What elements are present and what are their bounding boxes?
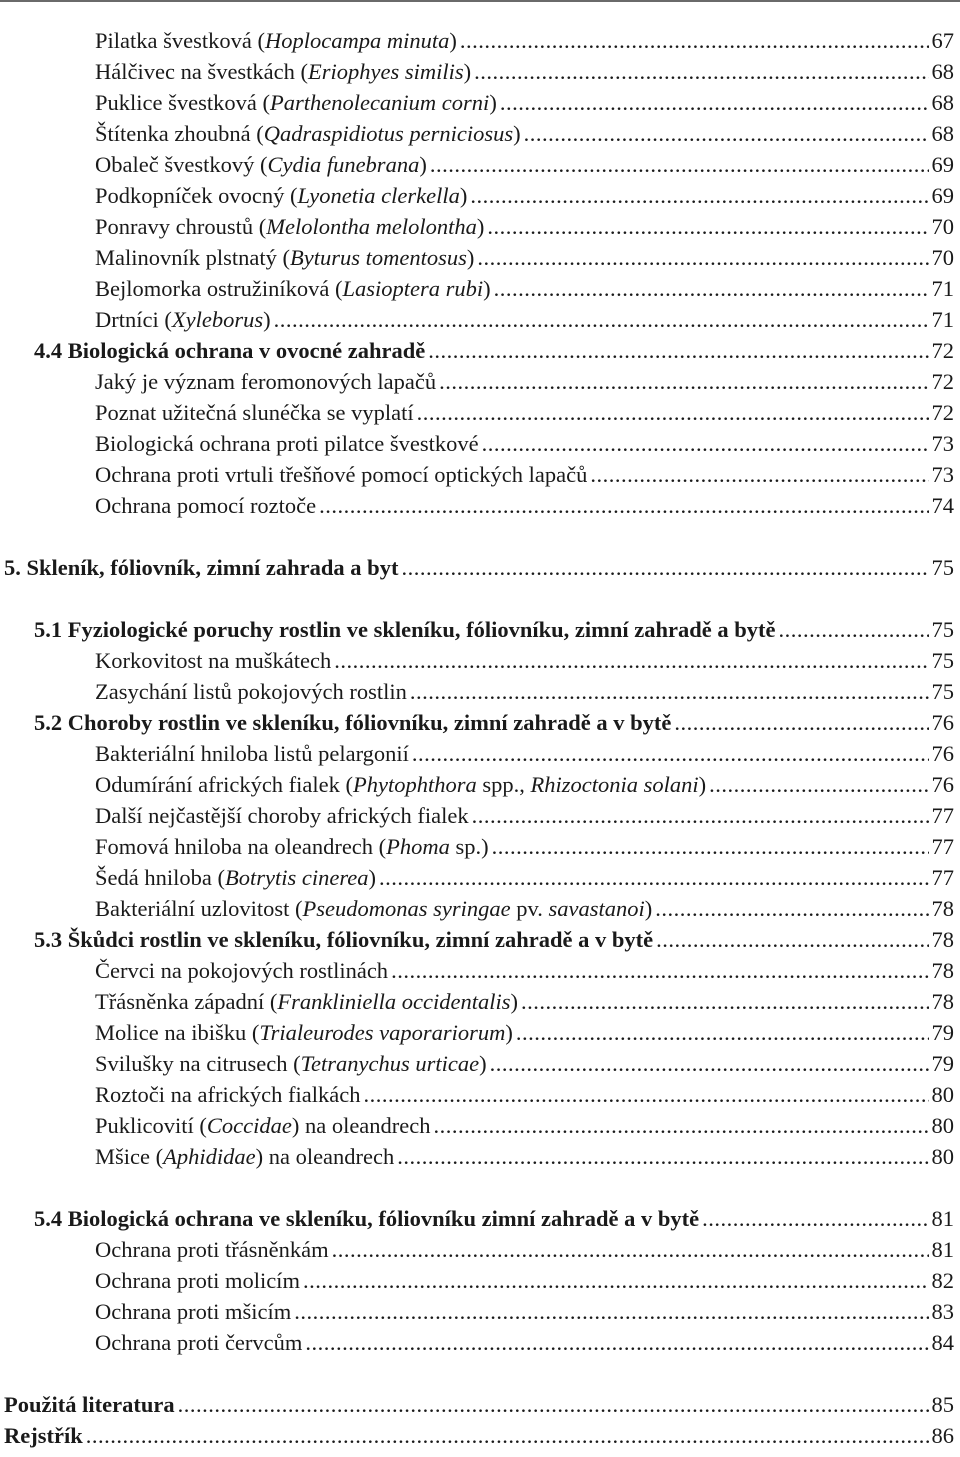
toc-entry-title (95, 1110, 431, 1141)
toc-entry[interactable] (95, 1048, 954, 1079)
dot-leader (521, 986, 929, 1017)
toc-entry-title (95, 1234, 329, 1265)
toc-entry[interactable] (34, 924, 954, 955)
toc-entry-page-number: 77 (931, 803, 954, 828)
toc-entry-page-number: 68 (931, 121, 954, 146)
toc-entry[interactable] (95, 366, 954, 397)
dot-leader (590, 459, 928, 490)
toc-entry-page-number: 76 (931, 772, 954, 797)
toc-entry[interactable] (95, 25, 954, 56)
toc-entry-title (95, 769, 706, 800)
dot-leader (86, 1420, 929, 1451)
toc-entry-text: ) (505, 1020, 513, 1045)
toc-entry-title (95, 25, 457, 56)
toc-entry-text: Červci na pokojových rostlinách (95, 958, 389, 983)
dot-leader (494, 273, 929, 304)
toc-entry-title (95, 304, 271, 335)
toc-entry-title (95, 1048, 487, 1079)
toc-entry-text: Puklicovití ( (95, 1113, 207, 1138)
toc-entry[interactable] (95, 1141, 954, 1172)
toc-entry-title (95, 180, 467, 211)
toc-entry-title (95, 800, 469, 831)
toc-entry[interactable] (95, 986, 954, 1017)
toc-entry-text: ) (463, 59, 472, 84)
toc-entry-page-number: 69 (931, 152, 954, 177)
toc-entry-text: Ochrana proti vrtuli třešňové pomocí optických lapačů (95, 462, 588, 487)
toc-entry-latin-name: Xyleborus (171, 307, 264, 332)
toc-entry-page-number: 74 (931, 493, 954, 518)
toc-entry-page-number: 78 (931, 958, 954, 983)
toc-entry-title (95, 149, 427, 180)
toc-entry-text: Zasychání listů pokojových rostlin (95, 679, 407, 704)
toc-entry-page-number: 67 (931, 28, 954, 53)
toc-entry-title (95, 862, 376, 893)
toc-entry[interactable] (95, 1265, 954, 1296)
toc-entry-latin-name: Tetranychus urticae (300, 1051, 480, 1076)
toc-entry-page-number: 85 (931, 1392, 954, 1417)
toc-entry-text: ) (513, 121, 521, 146)
toc-entry-page-number: 80 (931, 1113, 954, 1138)
toc-entry-page-number: 76 (931, 710, 954, 735)
toc-entry-text: Poznat užitečná slunéčka se vyplatí (95, 400, 414, 425)
dot-leader (477, 242, 928, 273)
toc-entry-page-number: 77 (931, 865, 954, 890)
toc-entry-page-number: 76 (931, 741, 954, 766)
toc-entry-title (95, 56, 471, 87)
toc-entry-text: ) (644, 896, 653, 921)
toc-entry[interactable] (34, 335, 954, 366)
toc-entry[interactable] (95, 862, 954, 893)
toc-entry-text: ) (476, 214, 485, 239)
toc-entry[interactable] (95, 645, 954, 676)
toc-entry-latin-name: Coccidae (206, 1113, 292, 1138)
toc-entry-latin-name: Phoma (386, 834, 450, 859)
toc-entry-text: Třásněnka západní ( (95, 989, 278, 1014)
toc-entry[interactable] (95, 738, 954, 769)
toc-entry[interactable] (95, 676, 954, 707)
dot-leader (709, 769, 928, 800)
toc-entry-title (95, 118, 521, 149)
dot-leader (492, 831, 929, 862)
toc-entry[interactable] (95, 273, 954, 304)
dot-leader (334, 645, 928, 676)
toc-entry-title (95, 366, 436, 397)
toc-entry-page-number: 72 (931, 369, 954, 394)
toc-entry-title (95, 87, 497, 118)
toc-entry-text: Roztoči na afrických fialkách (95, 1082, 361, 1107)
toc-entry-latin-name: Qadraspidiotus perniciosus (263, 121, 514, 146)
toc-entry[interactable] (95, 87, 954, 118)
toc-entry-page-number: 81 (931, 1237, 954, 1262)
toc-entry-text: Obaleč švestkový ( (95, 152, 268, 177)
toc-entry-page-number: 81 (931, 1206, 954, 1231)
toc-entry-title (4, 552, 398, 583)
toc-entry-page-number: 68 (931, 90, 954, 115)
toc-entry-title (95, 397, 414, 428)
toc-entry-page-number: 68 (931, 59, 954, 84)
toc-entry-page-number: 73 (931, 462, 954, 487)
toc-entry[interactable] (95, 118, 954, 149)
toc-entry-text: 5.1 Fyziologické poruchy rostlin ve skleníku, fóliovníku, zimní zahradě a bytě (34, 617, 776, 642)
toc-entry-text: 5.4 Biologická ochrana ve skleníku, fóliovníku zimní zahradě a v bytě (34, 1206, 700, 1231)
toc-entry-title (34, 924, 653, 955)
toc-entry-latin-name: Trialeurodes vaporariorum (259, 1020, 506, 1045)
toc-entry-page-number: 72 (931, 400, 954, 425)
toc-entry-title (95, 1017, 513, 1048)
toc-entry[interactable] (95, 490, 954, 521)
toc-entry[interactable] (95, 1327, 954, 1358)
toc-entry-title (4, 1389, 175, 1420)
toc-entry-text: Podkopníček ovocný ( (95, 183, 298, 208)
toc-entry[interactable] (95, 1017, 954, 1048)
toc-entry-title (95, 831, 489, 862)
toc-entry-page-number: 78 (931, 989, 954, 1014)
toc-entry-text: Svilušky na citrusech ( (95, 1051, 301, 1076)
toc-entry[interactable] (95, 428, 954, 459)
toc-entry-title (95, 676, 407, 707)
dot-leader (656, 924, 928, 955)
toc-entry-text: Mšice ( (95, 1144, 164, 1169)
toc-entry-latin-name: Aphididae (163, 1144, 256, 1169)
dot-leader (470, 180, 928, 211)
toc-entry-text: ) na oleandrech (291, 1113, 431, 1138)
toc-entry-text: Puklice švestková ( (95, 90, 270, 115)
dot-leader (379, 862, 929, 893)
toc-entry-page-number: 71 (931, 276, 954, 301)
toc-entry-text: Jaký je význam feromonových lapačů (95, 369, 437, 394)
dot-leader (428, 335, 928, 366)
toc-entry-page-number: 71 (931, 307, 954, 332)
toc-entry-text: 4.4 Biologická ochrana v ovocné zahradě (34, 338, 426, 363)
top-rule (0, 0, 960, 2)
toc-entry-text: Ochrana pomocí roztoče (95, 493, 317, 518)
toc-entry-text: 5.2 Choroby rostlin ve skleníku, fóliovníku, zimní zahradě a v bytě (34, 710, 672, 735)
toc-entry-latin-name: Botrytis cinerea (224, 865, 369, 890)
toc-entry-page-number: 78 (931, 927, 954, 952)
toc-entry-text: Molice na ibišku ( (95, 1020, 260, 1045)
toc-entry-title (95, 459, 587, 490)
toc-entry-title (34, 707, 671, 738)
dot-leader (401, 552, 928, 583)
toc-entry-text: Ponravy chroustů ( (95, 214, 267, 239)
toc-entry-title (95, 645, 331, 676)
dot-leader (524, 118, 929, 149)
toc-entry[interactable] (4, 1389, 954, 1420)
dot-leader (516, 1017, 929, 1048)
toc-entry-title (95, 986, 518, 1017)
toc-entry-text: Korkovitost na muškátech (95, 648, 332, 673)
dot-leader (702, 1203, 928, 1234)
dot-leader (500, 87, 929, 118)
toc-entry-text: Bakteriální uzlovitost ( (95, 896, 303, 921)
toc-entry-page-number: 79 (931, 1051, 954, 1076)
toc-entry-latin-name: Lyonetia clerkella (297, 183, 460, 208)
toc-entry-text: Bakteriální hniloba listů pelargonií (95, 741, 409, 766)
toc-entry[interactable] (95, 1234, 954, 1265)
toc-entry-text: Štítenka zhoubná ( (95, 121, 264, 146)
toc-entry-page-number: 80 (931, 1082, 954, 1107)
dot-leader (391, 955, 928, 986)
toc-entry-text: Bejlomorka ostružiníková ( (95, 276, 343, 301)
dot-leader (472, 800, 929, 831)
toc-entry[interactable] (95, 769, 954, 800)
dot-leader (417, 397, 929, 428)
toc-entry[interactable] (34, 614, 954, 645)
toc-entry-text: Ochrana proti červcům (95, 1330, 303, 1355)
toc-entry-title (95, 490, 316, 521)
dot-leader (434, 1110, 929, 1141)
toc-entry-text: ) (698, 772, 707, 797)
dot-leader (779, 614, 929, 645)
toc-entry-title (95, 738, 409, 769)
toc-entry-text: ) (489, 90, 497, 115)
dot-leader (397, 1141, 928, 1172)
toc-entry-text: Další nejčastější choroby afrických fialek (95, 803, 469, 828)
toc-entry-text: ) (263, 307, 271, 332)
dot-leader (674, 707, 928, 738)
toc-entry-latin-name: Byturus tomentosus (290, 245, 467, 270)
toc-entry-page-number: 78 (931, 896, 954, 921)
dot-leader (487, 211, 928, 242)
toc-entry-title (34, 614, 776, 645)
toc-entry-latin-name: Pseudomonas syringae (302, 896, 511, 921)
toc-entry-page-number: 70 (931, 245, 954, 270)
dot-leader (460, 25, 929, 56)
dot-leader (490, 1048, 929, 1079)
toc-entry-text: ) (449, 28, 457, 53)
toc-entry-text: ) (466, 245, 475, 270)
toc-entry-text: Ochrana proti mšicím (95, 1299, 292, 1324)
toc-entry-latin-name: savastanoi (548, 896, 645, 921)
toc-entry-title (95, 1265, 300, 1296)
toc-entry[interactable] (95, 242, 954, 273)
toc-entry[interactable] (95, 1296, 954, 1327)
toc-entry[interactable] (4, 552, 954, 583)
toc-entry-title (95, 211, 484, 242)
toc-entry-title (34, 335, 425, 366)
toc-entry[interactable] (95, 893, 954, 924)
dot-leader (319, 490, 928, 521)
toc-entry[interactable] (95, 211, 954, 242)
toc-entry-text: Malinovník plstnatý ( (95, 245, 290, 270)
dot-leader (178, 1389, 929, 1420)
toc-entry[interactable] (95, 1110, 954, 1141)
dot-leader (482, 428, 929, 459)
toc-entry-text: ) (459, 183, 468, 208)
toc-entry-text: ) (419, 152, 427, 177)
toc-entry-text: Rejstřík (4, 1423, 83, 1448)
toc-entry-page-number: 86 (931, 1423, 954, 1448)
toc-entry-page-number: 82 (931, 1268, 954, 1293)
toc-entry-title (95, 955, 388, 986)
toc-entry-latin-name: Frankliniella occidentalis (277, 989, 511, 1014)
toc-entry[interactable] (95, 955, 954, 986)
toc-entry-latin-name: Cydia funebrana (267, 152, 420, 177)
toc-entry-text: ) (483, 276, 491, 301)
toc-entry-title (34, 1203, 699, 1234)
toc-entry-page-number: 75 (931, 617, 954, 642)
toc-entry-text: Šedá hniloba ( (95, 865, 225, 890)
toc-entry-title (95, 1327, 302, 1358)
dot-leader (274, 304, 929, 335)
toc-entry-latin-name: Parthenolecanium corni (269, 90, 490, 115)
toc-entry-page-number: 75 (931, 555, 954, 580)
dot-leader (332, 1234, 929, 1265)
toc-entry-title (95, 273, 491, 304)
toc-entry-text: ) (368, 865, 376, 890)
toc-entry[interactable] (95, 304, 954, 335)
toc-entry[interactable] (95, 180, 954, 211)
dot-leader (430, 149, 929, 180)
toc-entry-page-number: 75 (931, 648, 954, 673)
toc-entry[interactable] (95, 800, 954, 831)
toc-entry-text: spp., (476, 772, 531, 797)
toc-entry-text: 5. Skleník, fóliovník, zimní zahrada a byt (4, 555, 399, 580)
toc-entry-latin-name: Eriophyes similis (308, 59, 464, 84)
dot-leader (305, 1327, 928, 1358)
toc-entry-text: Hálčivec na švestkách ( (95, 59, 309, 84)
toc-entry[interactable] (4, 1420, 954, 1451)
toc-entry[interactable] (95, 459, 954, 490)
toc-entry-text: Použitá literatura (4, 1392, 175, 1417)
toc-entry-page-number: 84 (931, 1330, 954, 1355)
toc-entry-text: ) na oleandrech (255, 1144, 395, 1169)
toc-entry-text: Drtníci ( (95, 307, 172, 332)
toc-entry[interactable] (95, 397, 954, 428)
toc-entry-title (95, 1141, 394, 1172)
toc-entry[interactable] (95, 1079, 954, 1110)
toc-entry[interactable] (34, 707, 954, 738)
dot-leader (474, 56, 928, 87)
toc-entry-text: Ochrana proti molicím (95, 1268, 300, 1293)
toc-entry-page-number: 75 (931, 679, 954, 704)
toc-entry-page-number: 77 (931, 834, 954, 859)
toc-entry-page-number: 79 (931, 1020, 954, 1045)
toc-entry-page-number: 83 (931, 1299, 954, 1324)
dot-leader (439, 366, 928, 397)
toc-entry-text: 5.3 Škůdci rostlin ve skleníku, fóliovníku, zimní zahradě a v bytě (34, 927, 654, 952)
toc-entry-title (95, 428, 479, 459)
toc-entry-text: Pilatka švestková ( (95, 28, 265, 53)
dot-leader (412, 738, 929, 769)
toc-entry[interactable] (95, 56, 954, 87)
toc-entry-text: Fomová hniloba na oleandrech ( (95, 834, 387, 859)
toc-entry-latin-name: Rhizoctonia solani (530, 772, 699, 797)
dot-leader (655, 893, 928, 924)
toc-entry-text: Ochrana proti třásněnkám (95, 1237, 329, 1262)
toc-entry-text: ) (510, 989, 518, 1014)
toc-entry-latin-name: Melolontha melolontha (266, 214, 477, 239)
toc-entry-page-number: 73 (931, 431, 954, 456)
toc-entry-title (4, 1420, 83, 1451)
toc-entry-text: Biologická ochrana proti pilatce švestkové (95, 431, 479, 456)
dot-leader (303, 1265, 929, 1296)
toc-entry-page-number: 72 (931, 338, 954, 363)
toc-entry[interactable] (34, 1203, 954, 1234)
toc-entry-title (95, 242, 474, 273)
toc-entry-text: Odumírání afrických fialek ( (95, 772, 354, 797)
dot-leader (410, 676, 929, 707)
toc-entry-latin-name: Hoplocampa minuta (264, 28, 450, 53)
toc-entry[interactable] (95, 831, 954, 862)
toc-entry-latin-name: Phytophthora (353, 772, 477, 797)
dot-leader (364, 1079, 929, 1110)
toc-entry-title (95, 893, 652, 924)
toc-entry[interactable] (95, 149, 954, 180)
dot-leader (294, 1296, 928, 1327)
toc-entry-page-number: 80 (931, 1144, 954, 1169)
toc-entry-text: sp.) (449, 834, 489, 859)
toc-entry-page-number: 69 (931, 183, 954, 208)
toc-entry-title (95, 1079, 361, 1110)
toc-entry-latin-name: Lasioptera rubi (342, 276, 484, 301)
toc-entry-text: pv. (510, 896, 549, 921)
toc-entry-page-number: 70 (931, 214, 954, 239)
toc-entry-title (95, 1296, 291, 1327)
toc-entry-text: ) (479, 1051, 487, 1076)
